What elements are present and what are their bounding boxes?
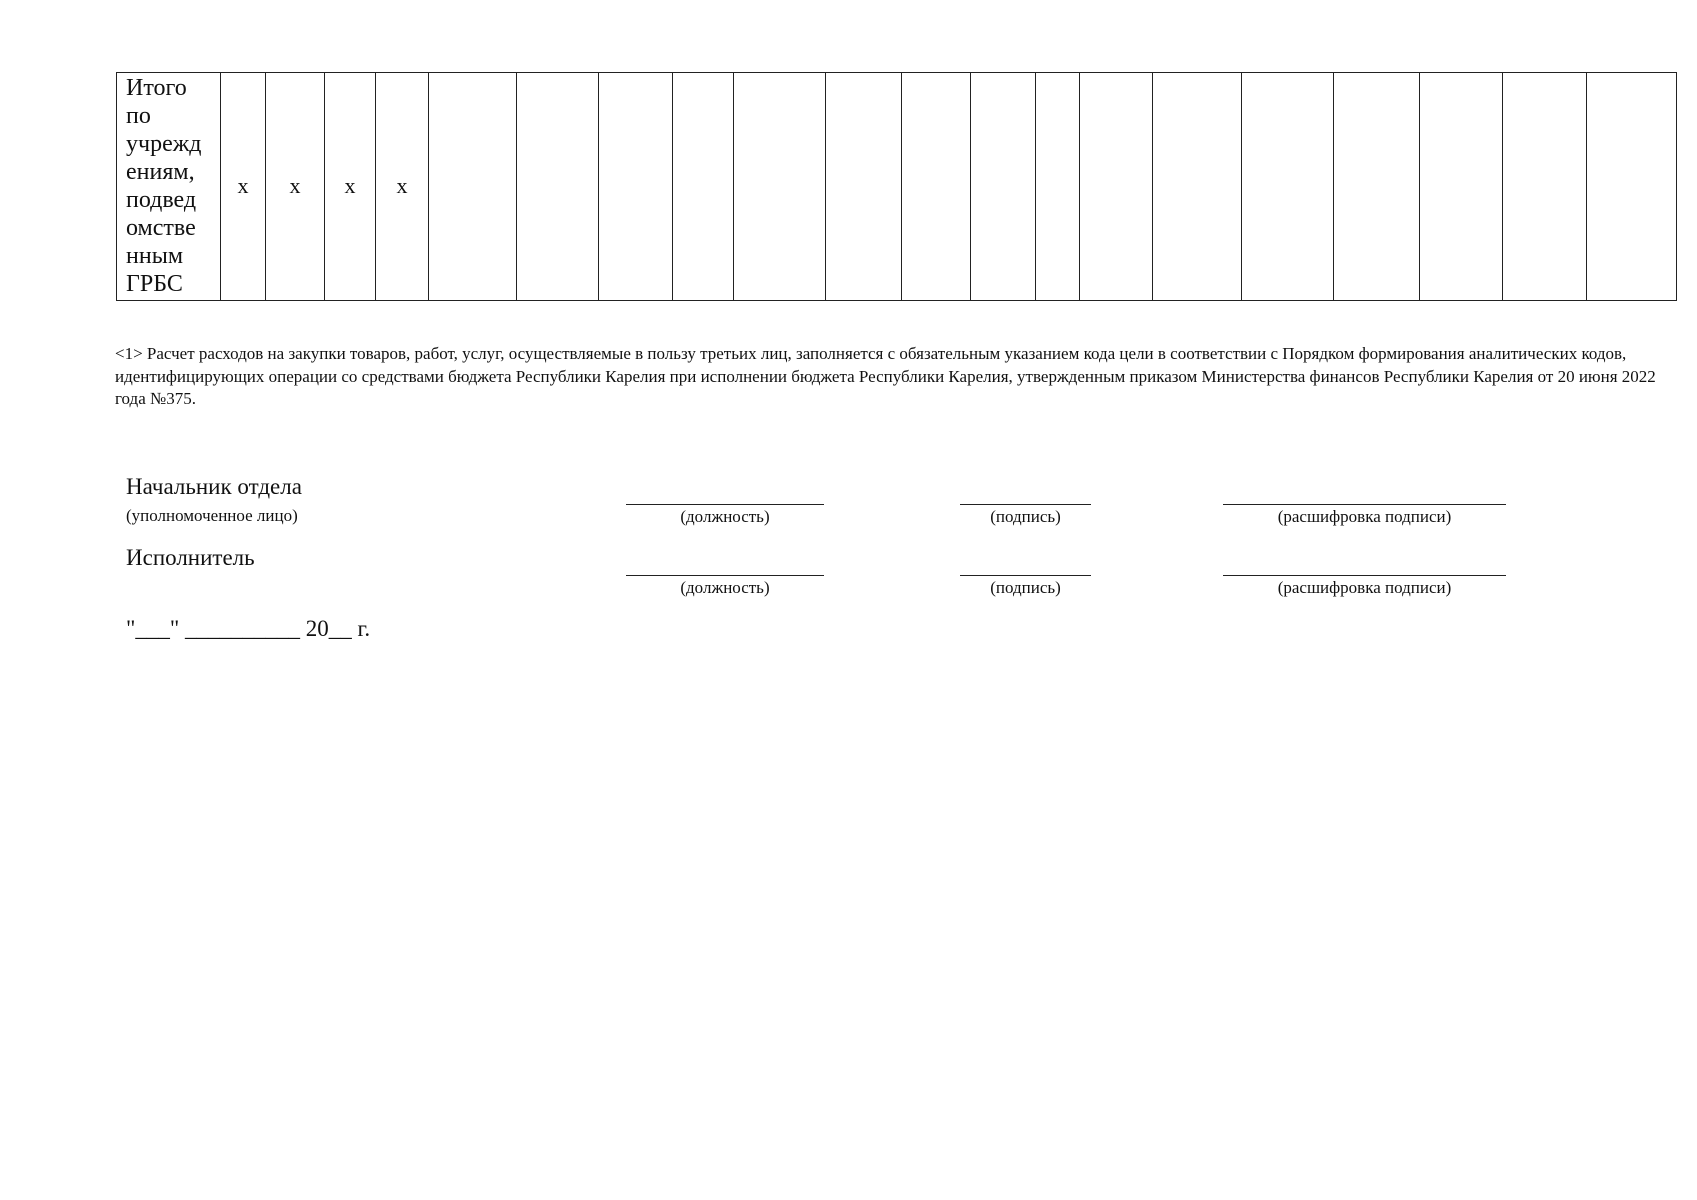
head-subtitle: (уполномоченное лицо) bbox=[126, 506, 298, 525]
table-column-divider bbox=[825, 73, 826, 300]
head-position-caption: (должность) bbox=[680, 507, 770, 526]
executor-signature-caption: (подпись) bbox=[990, 578, 1061, 597]
footnote: <1> Расчет расходов на закупки товаров, работ, услуг, осуществляемые в пользу третьих лиц, заполняется с обязательным указанием кода цели в соответствии с Порядком формирования аналитических кодов, идентифицирующих операции со средствами бюджета Республики Карелия при исполнении бюджета Республики Карелия, утвержденным приказом Министерства финансов Республики Карелия от 20 июня 2022 года №375. bbox=[115, 344, 1656, 408]
table-cell-x: x bbox=[289, 173, 301, 198]
table-cell-x: x bbox=[237, 173, 249, 198]
table-column-divider bbox=[428, 73, 429, 300]
table-column-divider bbox=[265, 73, 266, 300]
table-column-divider bbox=[1419, 73, 1420, 300]
head-position-line bbox=[626, 504, 824, 505]
executor-signature-line bbox=[960, 575, 1091, 576]
executor-decoding-line bbox=[1223, 575, 1506, 576]
table-cell-x: x bbox=[396, 173, 408, 198]
table-column-divider bbox=[324, 73, 325, 300]
table-column-divider bbox=[672, 73, 673, 300]
head-signature-line bbox=[960, 504, 1091, 505]
head-title: Начальник отдела bbox=[126, 474, 302, 499]
table-column-divider bbox=[1152, 73, 1153, 300]
table-column-divider bbox=[598, 73, 599, 300]
table-border-right bbox=[1676, 73, 1677, 300]
table-column-divider bbox=[733, 73, 734, 300]
table-column-divider bbox=[1502, 73, 1503, 300]
table-column-divider bbox=[516, 73, 517, 300]
table-cell-x: x bbox=[344, 173, 356, 198]
table-column-divider bbox=[901, 73, 902, 300]
executor-position-caption: (должность) bbox=[680, 578, 770, 597]
executor-decoding-caption: (расшифровка подписи) bbox=[1277, 578, 1452, 597]
table-column-divider bbox=[1035, 73, 1036, 300]
executor-position-line bbox=[626, 575, 824, 576]
head-decoding-caption: (расшифровка подписи) bbox=[1277, 507, 1452, 526]
total-row-label: Итого по учрежд ениям, подвед омстве нным ГРБС bbox=[126, 75, 202, 297]
table-column-divider bbox=[1241, 73, 1242, 300]
table-column-divider bbox=[375, 73, 376, 300]
table-column-divider bbox=[970, 73, 971, 300]
date-field: "___" __________ 20__ г. bbox=[126, 616, 371, 641]
table-column-divider bbox=[1333, 73, 1334, 300]
head-signature-caption: (подпись) bbox=[990, 507, 1061, 526]
head-decoding-line bbox=[1223, 504, 1506, 505]
executor-title: Исполнитель bbox=[126, 545, 255, 570]
table-border-left bbox=[116, 73, 117, 300]
table-column-divider bbox=[1586, 73, 1587, 300]
table-column-divider bbox=[1079, 73, 1080, 300]
